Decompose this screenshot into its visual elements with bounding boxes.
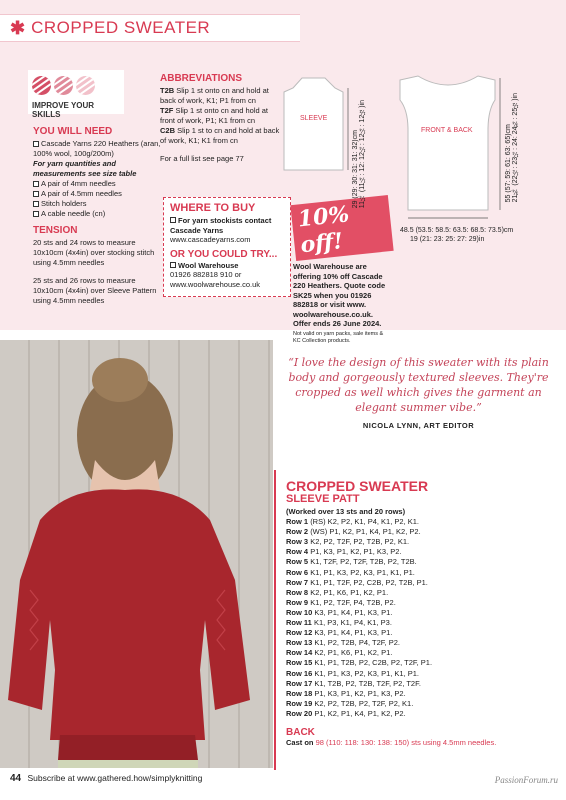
pattern-row: Row 4 P1, K3, P1, K2, P1, K3, P2. [286,547,402,557]
where-to-buy-heading: WHERE TO BUY [170,202,256,214]
pattern-row: Row 11 K1, P3, K1, P4, K1, P3. [286,618,392,628]
pattern-row: Row 6 K1, P1, K3, P2, K3, P1, K1, P1. [286,567,415,577]
sleeve-dimension: 29 (29: 30: 31: 31: 32)cm 11¼ (11¼: 12: 12¼: 12¼: 12½)in [352,100,366,209]
subscribe-link[interactable]: Subscribe at www.gathered.how/simplyknitting [27,773,203,783]
front-back-shape [400,76,495,210]
pattern-worked: (Worked over 13 sts and 20 rows) [286,507,406,516]
pattern-row: Row 19 K2, P2, T2B, P2, T2F, P2, K1. [286,698,414,708]
front-back-label: FRONT & BACK [421,127,473,134]
offer-note: Not valid on yarn packs, sale items & KC Collection products. [293,330,384,344]
sleeve-shape [284,78,343,170]
asterisk-icon: ✱ [10,17,26,38]
sleeve-label: SLEEVE [300,115,328,122]
front-back-width: 48.5 (53.5: 58.5: 63.5: 68.5: 73.5)cm 19 (21: 23: 25: 27: 29)in [400,227,514,243]
quote-text: “I love the design of this sweater with its plain body and gorgeously textured sleeves. They're cropped as well which gives the garment an elegant summer vibe.” [288,356,549,414]
page-title: CROPPED SWEATER [31,18,211,37]
watermark: PassionForum.ru [494,775,558,785]
pattern-row: Row 12 K3, P1, K4, P1, K3, P1. [286,628,393,638]
back-text: Cast on 98 (110: 118: 130: 138: 150) sts using 4.5mm needles. [286,737,497,747]
abbreviations-heading: ABBREVIATIONS [160,73,243,84]
pattern-section [286,480,556,748]
abbreviation-item: T2B Slip 1 st onto cn and hold at back of work, K1; P1 from cn [160,86,269,105]
pattern-row: Row 5 K1, T2F, P2, T2F, T2B, P2, T2B. [286,557,417,567]
tension-heading: TENSION [33,225,78,236]
pattern-row: Row 1 (RS) K2, P2, K1, P4, K1, P2, K1. [286,517,419,527]
abbreviation-item: T2F Slip 1 st onto cn and hold at front of work, P1; K1 from cn [160,106,269,125]
pattern-row: Row 9 K1, P2, T2F, P4, T2B, P2. [286,597,396,607]
offer-badge: 10% off! [290,195,393,261]
need-item: A pair of 4mm needles [33,179,161,189]
pattern-row: Row 17 K1, T2B, P2, T2B, T2F, P2, T2F. [286,678,421,688]
stockist-url[interactable]: www.cascadeyarns.com [170,235,251,244]
pattern-row: Row 14 K2, P1, K6, P1, K2, P1. [286,648,393,658]
sweater-photo [0,340,273,768]
you-will-need-heading: YOU WILL NEED [33,126,113,137]
pattern-row: Row 13 K1, P2, T2B, P4, T2F, P2. [286,638,400,648]
back-heading: BACK [286,726,315,738]
shop-name: Wool Warehouse [170,261,284,271]
need-item: A cable needle (cn) [33,209,161,219]
skill-label: IMPROVE YOUR SKILLS [32,101,95,119]
page-footer [10,773,202,784]
need-item: Stitch holders [33,199,161,209]
pattern-row: Row 18 P1, K3, P1, K2, P1, K3, P2. [286,688,406,698]
schematic-diagram [0,0,566,330]
yarn-item: Cascade Yarns 220 Heathers (aran, 100% wool, 100g/200m) [33,139,161,158]
pattern-row: Row 3 K2, P2, T2F, P2, T2B, P2, K1. [286,537,410,547]
pattern-subtitle: SLEEVE PATT [286,493,360,505]
pattern-row: Row 10 K3, P1, K4, P1, K3, P1. [286,607,393,617]
front-back-length: 55 (57: 59: 61: 63: 65)cm 21¾ (22½: 23¼: 24: 24¾: 25½)in [505,93,519,203]
divider-line [274,470,276,770]
tension-text: 25 sts and 26 rows to measure 10x10cm (4x4in) over Sleeve Pattern using 4.5mm needles [33,276,157,305]
abbreviations-more: For a full list see page 77 [160,154,244,163]
pattern-rows [286,517,556,719]
stockist-line: For yarn stockists contact Cascade Yarns [170,216,272,235]
pattern-row: Row 15 K1, P1, T2B, P2, C2B, P2, T2F, P1. [286,658,433,668]
pattern-row: Row 20 P1, K2, P1, K4, P1, K2, P2. [286,708,406,718]
shop-contact[interactable]: 01926 882818 910 or www.woolwarehouse.co.uk [170,270,261,289]
pattern-row: Row 7 K1, P1, T2F, P2, C2B, P2, T2B, P1. [286,577,428,587]
offer-text: Wool Warehouse are offering 10% off Cascade 220 Heathers. Quote code SK25 when you 01926 882818 or visit www. woolwarehouse.co.uk. Offer ends 26 June 2024. [293,262,386,328]
page-number: 44 [10,773,22,784]
need-item: A pair of 4.5mm needles [33,189,161,199]
pattern-row: Row 16 K1, P1, K3, P2, K3, P1, K1, P1. [286,668,420,678]
or-you-could-try-heading: OR YOU COULD TRY... [170,248,278,260]
editor-quote [286,355,551,430]
pattern-title: CROPPED SWEATER [286,478,429,494]
quote-author: NICOLA LYNN, ART EDITOR [362,421,475,430]
abbreviation-item: C2B Slip 1 st to cn and hold at back of work, K1; K1 from cn [160,126,280,145]
pattern-row: Row 8 K2, P1, K6, P1, K2, P1. [286,587,389,597]
pattern-row: Row 2 (WS) P1, K2, P1, K4, P1, K2, P2. [286,527,421,537]
yarn-note: For yarn quantities and measurements see size table [33,159,137,178]
tension-text: 20 sts and 24 rows to measure 10x10cm (4x4in) over stocking stitch using 4.5mm needles [33,238,155,267]
